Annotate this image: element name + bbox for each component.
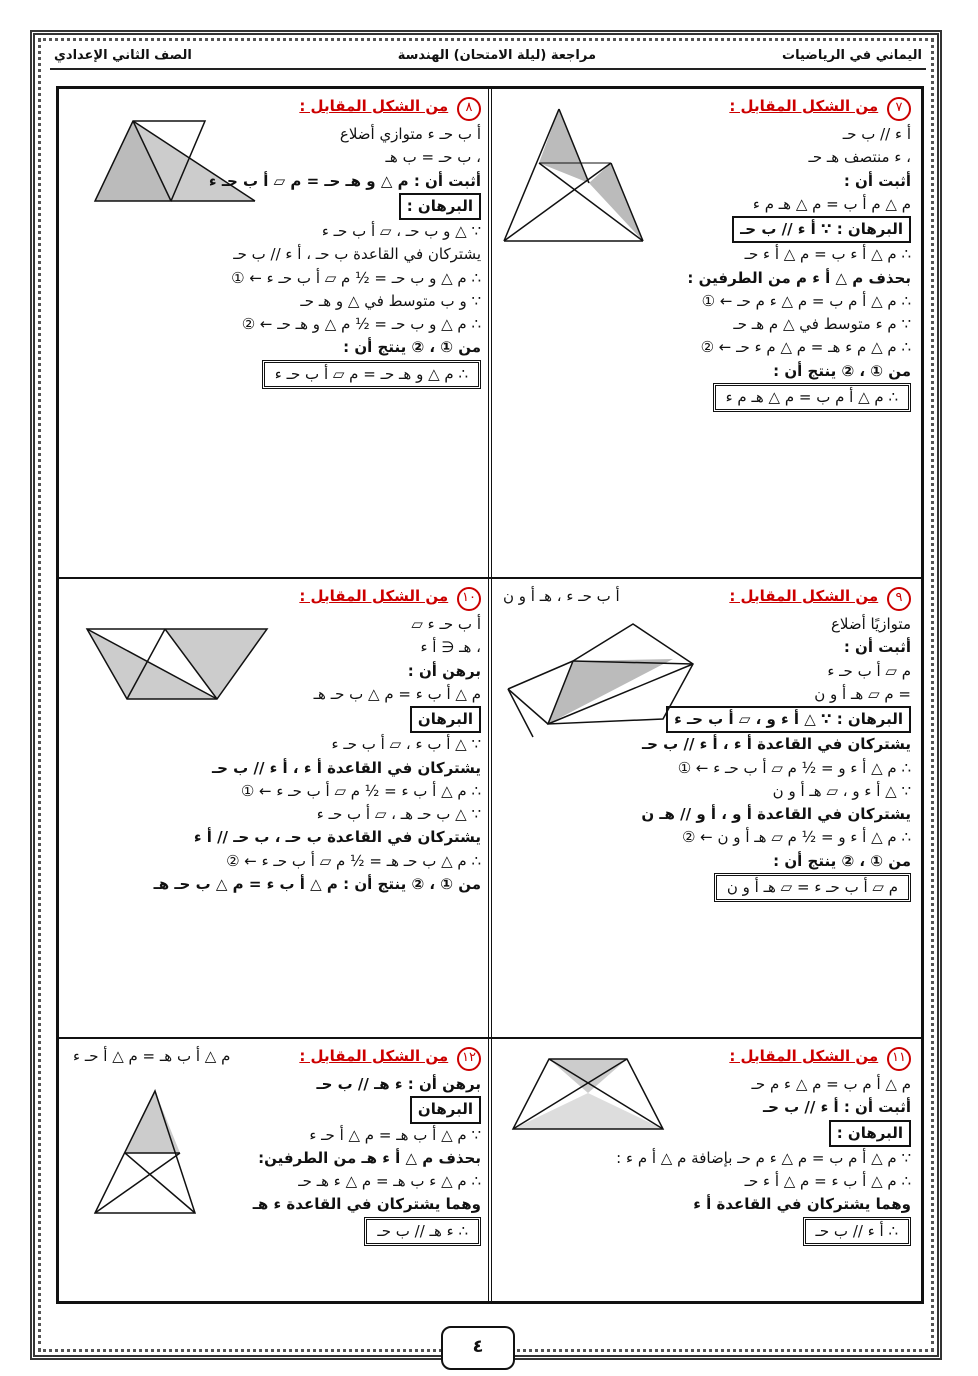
line: ∴ م △ و ب حـ = ½ م ▱ أ ب حـ ء ← ① <box>231 268 481 287</box>
problem-title: من الشكل المقابل : <box>729 97 879 115</box>
line: أ ب حـ ء ▱ <box>411 615 481 633</box>
line: ∵ △ أ ء و ، ▱ هـ أ و ن <box>772 781 911 800</box>
problem-number: ١٢ <box>457 1047 481 1071</box>
line: ∴ م △ أ ء و = ½ م ▱ هـ أ و ن ← ② <box>681 828 911 847</box>
figure-7 <box>499 101 659 251</box>
line: ∴ م △ ب حـ هـ = ½ م ▱ أ ب حـ ء ← ② <box>226 851 481 870</box>
proof-lines <box>154 613 481 896</box>
proof-label: البرهان : <box>829 1120 911 1147</box>
proof-label: البرهان : ∵ △ أ ء و ، ▱ أ ب حـ ء <box>666 706 911 733</box>
problem-8 <box>58 88 492 578</box>
line: بحذف م △ أ ء م من الطرفين : <box>687 268 911 287</box>
problem-number: ٨ <box>457 97 481 121</box>
problem-title: من الشكل المقابل : <box>299 1047 449 1065</box>
proof-label: البرهان <box>410 1096 481 1123</box>
line: ∵ △ و ب حـ ، ▱ أ ب حـ ء <box>321 222 481 240</box>
header-title: مراجعة (ليلة الامتحان) الهندسة <box>397 48 596 63</box>
given-line: أ ب حـ ء ، هـ أ و ن <box>503 587 620 605</box>
line: من ① ، ② ينتج أن : م △ أ ب ء = م △ ب حـ هـ <box>153 874 481 893</box>
result-box: ∴ م △ و هـ حـ = م ▱ أ ب حـ ء <box>262 360 481 389</box>
line: ، هـ ∈ أ ء <box>420 638 481 657</box>
proof-lines <box>641 613 911 902</box>
header-author: اليماني في الرياضيات <box>782 48 922 63</box>
line: متوازيًا أضلاع <box>830 615 911 633</box>
proof-label: البرهان : ∵ أ ء // ب حـ <box>732 216 911 243</box>
problem-10 <box>58 578 492 1038</box>
problem-title: من الشكل المقابل : <box>729 587 879 605</box>
line: يشتركان في القاعدة أ و ، أ و // هـ ن <box>641 805 911 823</box>
figure-12 <box>85 1083 205 1223</box>
line: أ ء // ب حـ <box>842 125 911 143</box>
problem-7 <box>488 88 922 578</box>
line: أثبت أن : أ ء // ب حـ <box>762 1098 911 1117</box>
line: أ ب حـ ء متوازي أضلاع <box>339 125 481 143</box>
line: من ① ، ② ينتج أن : <box>343 338 481 357</box>
problems-grid <box>56 86 924 1304</box>
line: برهن أن : <box>407 661 481 680</box>
line: برهن أن : ء هـ // ب حـ <box>316 1075 481 1093</box>
line: ∴ م △ أ ب ء = ½ م ▱ أ ب حـ ء ← ① <box>240 781 481 800</box>
line: وهما يشتركان في القاعدة أ ء <box>693 1195 911 1214</box>
result-box: ∴ م △ أ م ب = م △ هـ م ء <box>713 383 911 412</box>
line: ∴ م △ أ م ب = م △ ء م حـ ← ① <box>701 291 911 310</box>
line: أثبت أن : م △ و هـ حـ = م ▱ أ ب حـ ء <box>208 171 481 190</box>
line: ∴ م △ أ ء و = ½ م ▱ أ ب حـ ء ← ① <box>677 758 911 777</box>
line: ∴ م △ و ب حـ = ½ م △ و هـ حـ ← ② <box>241 315 481 333</box>
problem-number: ٩ <box>887 587 911 611</box>
problem-number: ١٠ <box>457 587 481 611</box>
line: = م ▱ هـ أ و ن <box>814 684 911 703</box>
problem-number: ١١ <box>887 1047 911 1071</box>
problem-9 <box>488 578 922 1038</box>
line: ∵ و ب متوسط في △ و هـ حـ <box>300 291 481 310</box>
problem-title: من الشكل المقابل : <box>299 587 449 605</box>
line: م △ م أ ب = م △ هـ م ء <box>752 194 911 213</box>
proof-label: البرهان : <box>399 193 481 220</box>
proof-label: البرهان <box>410 706 481 733</box>
problem-title: من الشكل المقابل : <box>299 97 449 115</box>
problem-11 <box>488 1038 922 1302</box>
line: ∵ △ ب حـ هـ ، ▱ أ ب حـ ء <box>316 805 481 823</box>
line: ∵ م ء متوسط في △ م هـ حـ <box>733 315 911 333</box>
line: ∴ م △ أ ب ء = م △ أ ء حـ <box>744 1172 911 1190</box>
result-box: م ▱ أ ب حـ ء = ▱ هـ أ و ن <box>714 873 911 902</box>
problem-number: ٧ <box>887 97 911 121</box>
page-header <box>50 46 926 70</box>
line: يشتركان في القاعدة أ ء ، أ ء // ب حـ <box>642 735 911 754</box>
result-box: ∴ ء هـ // ب حـ <box>364 1217 481 1246</box>
line: أثبت أن : <box>843 171 911 190</box>
line: ∵ م △ أ ب هـ = م △ أ حـ ء <box>309 1125 481 1144</box>
line: ، ء منتصف هـ حـ <box>808 148 911 167</box>
line: ، ب حـ = ب هـ <box>385 148 481 167</box>
line: م ▱ أ ب حـ ء <box>827 661 911 680</box>
proof-lines <box>209 123 481 389</box>
line: ∴ م △ م ء هـ = م △ م ء حـ ← ② <box>700 338 911 357</box>
problem-12 <box>58 1038 492 1302</box>
line: بحذف م △ أ ء هـ من الطرفين: <box>258 1148 481 1167</box>
given-line: م △ أ ب هـ = م △ أ حـ ء <box>73 1047 231 1065</box>
line: م △ أ م ب = م △ ء م حـ <box>751 1075 911 1093</box>
line: يشتركان في القاعدة ب حـ ، ب حـ // أ ء <box>193 828 481 847</box>
line: ∴ م △ أ ء ب = م △ أ ء حـ <box>744 245 911 264</box>
proof-lines <box>616 1073 911 1246</box>
line: ∴ م △ ء ب هـ = م △ ء هـ حـ <box>298 1172 481 1190</box>
line: يشتركان في القاعدة أ ء ، أ ء // ب حـ <box>212 758 481 777</box>
header-grade: الصف الثاني الإعدادي <box>54 48 192 63</box>
line: ∵ △ أ ب ء ، ▱ أ ب حـ ء <box>331 735 481 754</box>
line: يشتركان في القاعدة ب حـ ، أ ء // ب حـ <box>233 245 481 264</box>
line: ∵ م △ أ م ب = م △ ء م حـ بإضافة م △ أ م ء : <box>616 1148 911 1167</box>
line: وهما يشتركان في القاعدة ء هـ <box>252 1195 481 1214</box>
line: من ① ، ② ينتج أن : <box>773 851 911 870</box>
page-number: ٤ <box>441 1326 515 1370</box>
result-box: ∴ أ ء // ب حـ <box>803 1217 912 1246</box>
problem-title: من الشكل المقابل : <box>729 1047 879 1065</box>
line: م △ أ ب ء = م △ ب حـ هـ <box>313 684 481 703</box>
proof-lines <box>253 1073 481 1246</box>
line: أثبت أن : <box>843 638 911 657</box>
line: من ① ، ② ينتج أن : <box>773 361 911 380</box>
proof-lines <box>687 123 911 412</box>
